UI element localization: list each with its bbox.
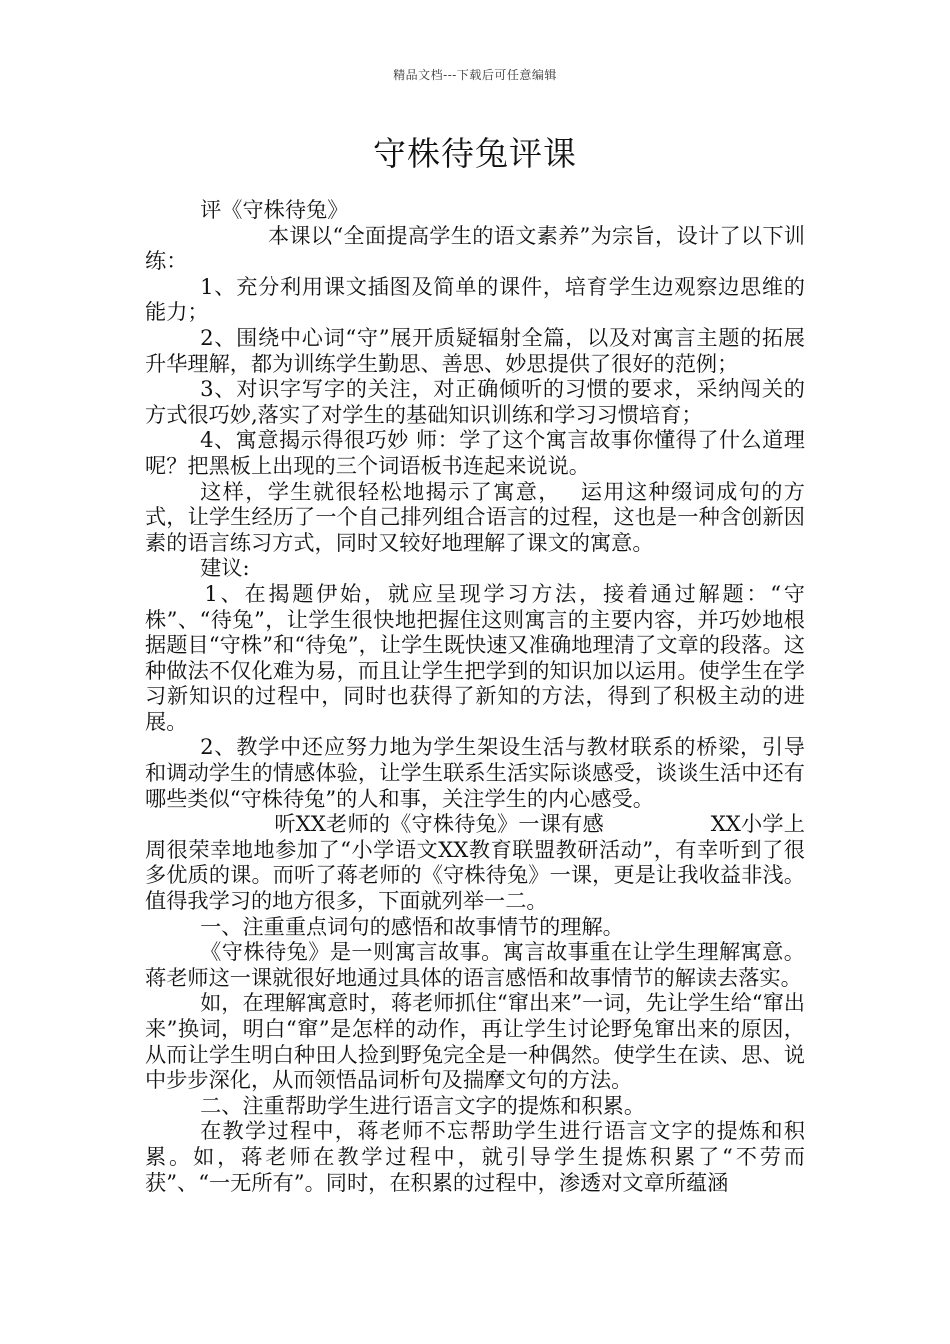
paragraph-point-4: 4、寓意揭示得很巧妙 师：学了这个寓言故事你懂得了什么道理呢？把黑板上出现的三个词语板书连起来说说。 [145, 427, 805, 478]
paragraph-section-2-body: 在教学过程中，蒋老师不忘帮助学生进行语言文字的提炼和积累。如，蒋老师在教学过程中，就引导学生提炼积累了“不劳而获”、“一无所有”。同时，在积累的过程中，渗透对文章所蕴涵 [145, 1118, 805, 1195]
paragraph-summary: 这样，学生就很轻松地揭示了寓意， 运用这种缀词成句的方式，让学生经历了一个自己排列组合语言的过程，这也是一种含创新因素的语言练习方式，同时又较好地理解了课文的寓意。 [145, 478, 805, 555]
paragraph-suggestion-heading: 建议: [200, 555, 250, 581]
paragraph-section-1-heading: 一、注重重点词句的感悟和故事情节的理解。 [200, 913, 624, 939]
paragraph-section-2-heading: 二、注重帮助学生进行语言文字的提炼和积累。 [200, 1092, 646, 1118]
paragraph-point-1: 1、充分利用课文插图及简单的课件，培育学生边观察边思维的能力； [145, 273, 805, 325]
paragraph-review-heading: 评《守株待兔》 [200, 197, 349, 222]
paragraph-point-3: 3、对识字写字的关注，对正确倾听的习惯的要求，采纳闯关的方式很巧妙,落实了对学生的基础知识训练和学习习惯培育； [145, 376, 805, 427]
paragraph-point-2: 2、围绕中心词“守”展开质疑辐射全篇，以及对寓言主题的拓展升华理解，都为训练学生勤思、善思、妙思提供了很好的范例； [145, 324, 805, 376]
paragraph-listening-notes: 听XX老师的《守株待兔》一课有感 XX小学上周很荣幸地地参加了“小学语文XX教育联盟教研活动”，有幸听到了很多优质的课。而听了蒋老师的《守株待兔》一课，更是让我收益非浅。值得我学习的地方很多，下面就列举一二。 [145, 811, 805, 914]
document-title: 守株待兔评课 [373, 134, 577, 173]
paragraph-suggestion-1: 1、在揭题伊始，就应呈现学习方法，接着通过解题：“守株”、“待兔”，让学生很快地把握住这则寓言的主要内容，并巧妙地根据题目“守株”和“待兔”，让学生既快速又准确地理清了文章的段落。这种做法不仅化难为易，而且让学生把学到的知识加以运用。使学生在学习新知识的过程中，同时也获得了新知的方法，得到了积极主动的进展。 [145, 580, 805, 734]
paragraph-suggestion-2: 2、教学中还应努力地为学生架设生活与教材联系的桥梁，引导和调动学生的情感体验，让学生联系生活实际谈感受，谈谈生活中还有哪些类似“守株待兔”的人和事，关注学生的内心感受。 [145, 734, 805, 811]
paragraph-section-1-body: 《守株待兔》是一则寓言故事。寓言故事重在让学生理解寓意。蒋老师这一课就很好地通过具体的语言感悟和故事情节的解读去落实。 [145, 939, 805, 990]
paragraph-intro: 本课以“全面提高学生的语文素养”为宗旨，设计了以下训练： [145, 222, 805, 274]
document-body [145, 197, 805, 1195]
paragraph-section-1-example: 如，在理解寓意时，蒋老师抓住“窜出来”一词，先让学生给“窜出来”换词，明白“窜”是怎样的动作，再让学生讨论野兔窜出来的原因，从而让学生明白种田人捡到野兔完全是一种偶然。使学生在读、思、说中步步深化，从而领悟品词析句及揣摩文句的方法。 [145, 990, 805, 1093]
page-header: 精品文档---下载后可任意编辑 [393, 68, 557, 82]
